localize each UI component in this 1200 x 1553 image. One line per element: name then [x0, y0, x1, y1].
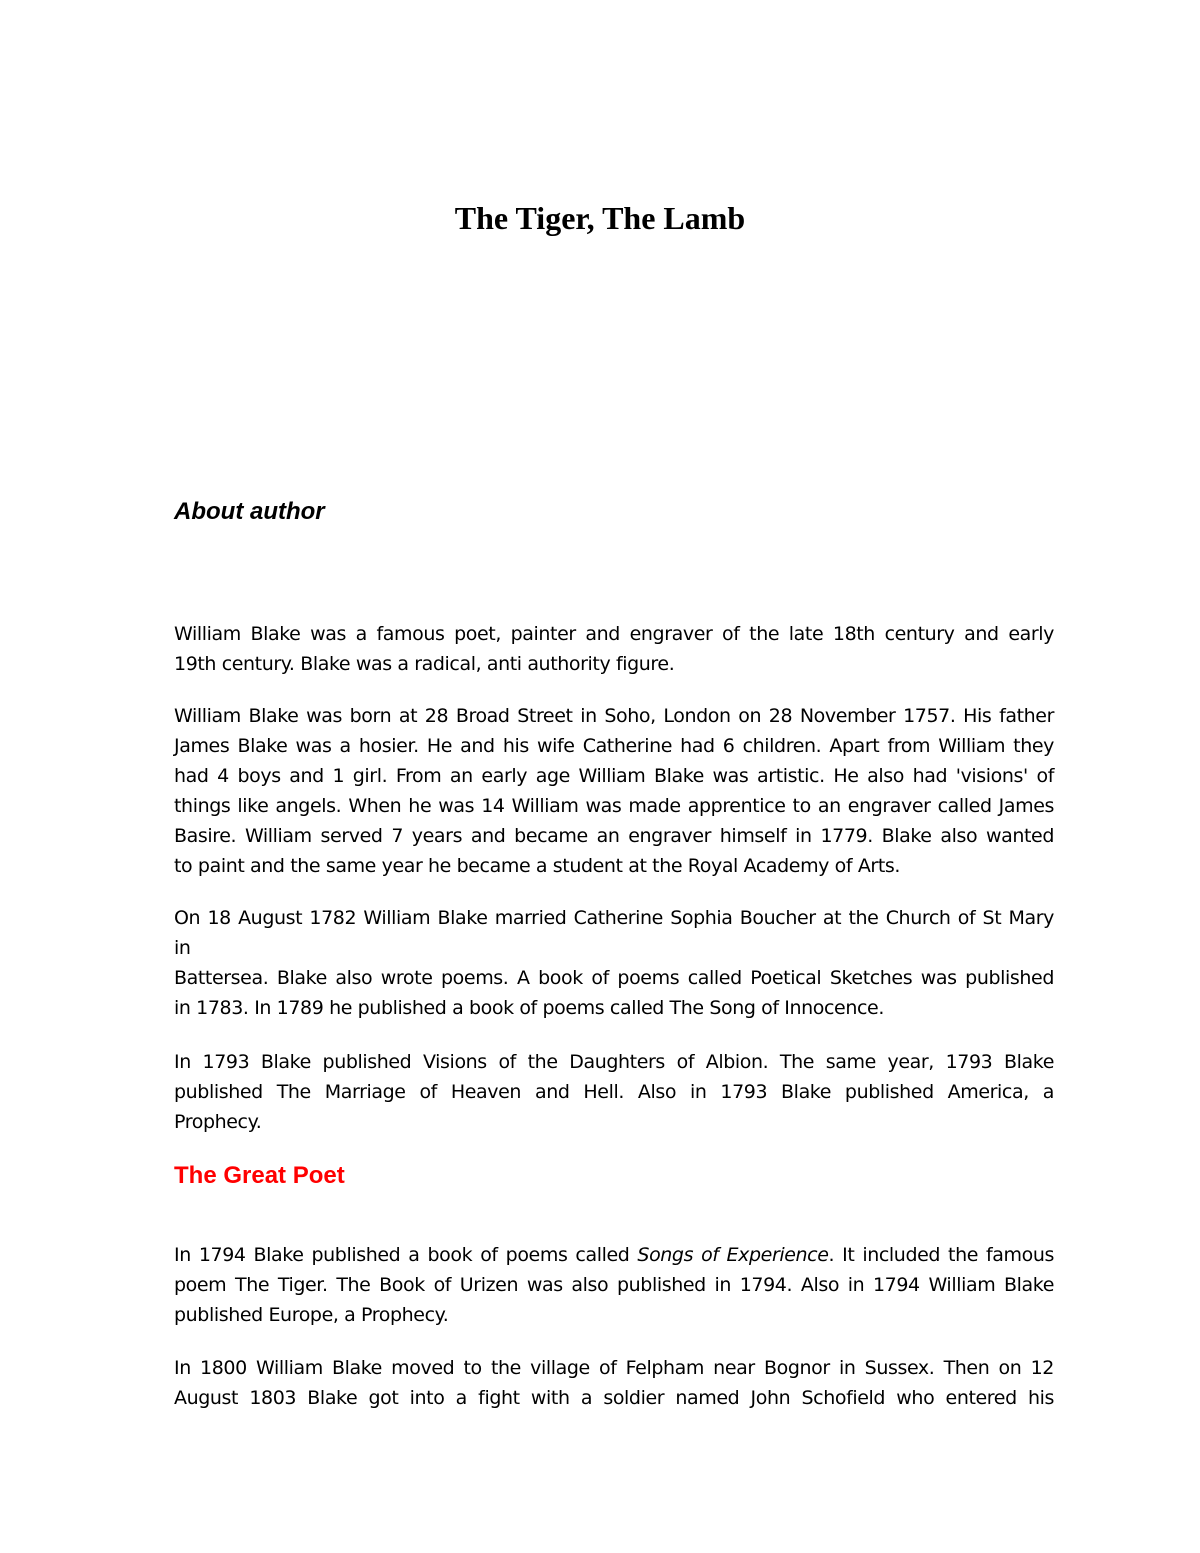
paragraph-line [174, 1240, 1054, 1270]
paragraph-line: In 1800 William Blake moved to the village of Felpham near Bognor in Sussex. Then on 12 [174, 1357, 1054, 1379]
book-title-italic: Songs of Experience [637, 1244, 829, 1266]
paragraph-line: 19th century. Blake was a radical, anti authority figure. [174, 653, 675, 675]
paragraph-line: August 1803 Blake got into a fight with a soldier named John Schofield who entered his [174, 1387, 1054, 1409]
paragraph-line: had 4 boys and 1 girl. From an early age William Blake was artistic. He also had 'visions' of [174, 765, 1054, 787]
paragraph-felpham [174, 1353, 1054, 1413]
paragraph-line: things like angels. When he was 14 William was made apprentice to an engraver called James [174, 795, 1054, 817]
paragraph-early-life [174, 701, 1054, 881]
paragraph-line: William Blake was a famous poet, painter and engraver of the late 18th century and early [174, 623, 1054, 645]
paragraph-line: poem The Tiger. The Book of Urizen was also published in 1794. Also in 1794 William Blake [174, 1274, 1054, 1296]
paragraph-line: to paint and the same year he became a student at the Royal Academy of Arts. [174, 855, 901, 877]
paragraph-line: published Europe, a Prophecy. [174, 1304, 449, 1326]
paragraph-line: published The Marriage of Heaven and Hell. Also in 1793 Blake published America, a [174, 1081, 1054, 1103]
section-heading-about-author: About author [174, 498, 325, 525]
paragraph-line: Battersea. Blake also wrote poems. A book of poems called Poetical Sketches was published [174, 967, 1054, 989]
section-heading-great-poet: The Great Poet [174, 1162, 345, 1189]
paragraph-line: in 1783. In 1789 he published a book of poems called The Song of Innocence. [174, 997, 884, 1019]
paragraph-line: On 18 August 1782 William Blake married Catherine Sophia Boucher at the Church of St Mary [174, 907, 1054, 929]
document-title: The Tiger, The Lamb [454, 200, 746, 236]
text-run: In 1794 Blake published a book of poems called [174, 1244, 638, 1266]
text-run: . It included the famous [828, 1244, 1054, 1266]
paragraph-1794-works [174, 1240, 1054, 1330]
paragraph-intro [174, 619, 1054, 679]
paragraph-1793-works [174, 1047, 1054, 1137]
paragraph-line: Prophecy. [174, 1111, 262, 1133]
paragraph-line: in [174, 937, 191, 959]
paragraph-line: James Blake was a hosier. He and his wife Catherine had 6 children. Apart from William they [174, 735, 1054, 757]
paragraph-line: In 1793 Blake published Visions of the Daughters of Albion. The same year, 1793 Blake [174, 1051, 1054, 1073]
paragraph-line: William Blake was born at 28 Broad Street in Soho, London on 28 November 1757. His father [174, 705, 1054, 727]
paragraph-line: Basire. William served 7 years and became an engraver himself in 1779. Blake also wanted [174, 825, 1054, 847]
paragraph-marriage [174, 903, 1054, 1023]
